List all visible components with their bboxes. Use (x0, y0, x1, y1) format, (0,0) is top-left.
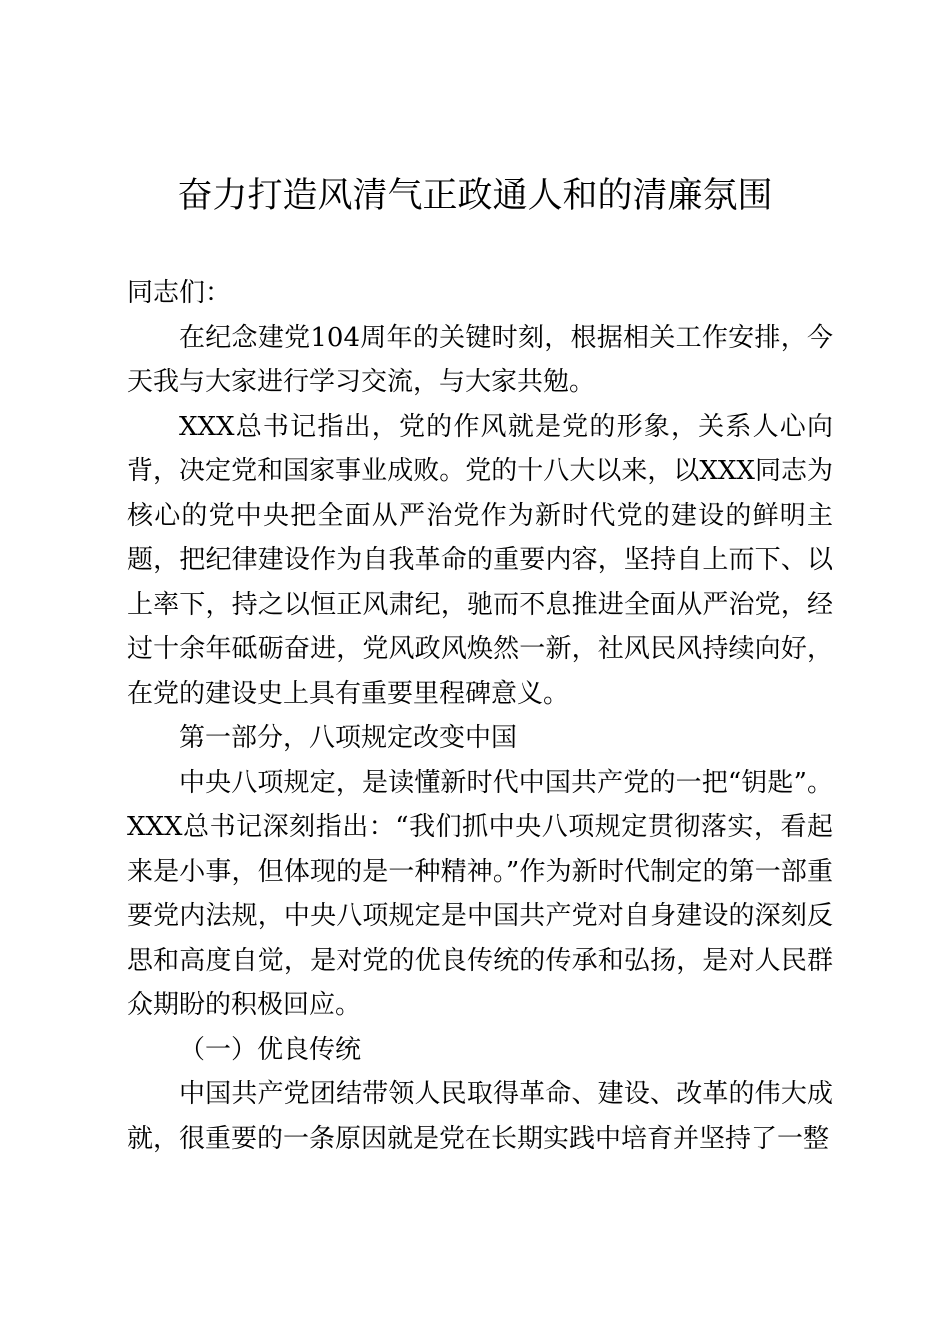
section-heading: 第一部分，八项规定改变中国 (179, 723, 518, 753)
paragraph-subsection: 中国共产党团结带领人民取得革命、建设、改革的伟大成就，很重要的一条原因就是党在长期实践中培育并坚持了一整 (127, 1079, 833, 1154)
document-title: 奋力打造风清气正政通人和的清廉氛围 (177, 176, 773, 216)
paragraph-section: 中央八项规定，是读懂新时代中国共产党的一把“钥匙”。XXX总书记深刻指出：“我们抓中央八项规定贯彻落实，看起来是小事，但体现的是一种精神。”作为新时代制定的第一部重要党内法规，中央八项规定是中国共产党对自身建设的深刻反思和高度自觉，是对党的优良传统的传承和弘扬，是对人民群众期盼的积极回应。 (127, 767, 833, 1020)
paragraph-intro: 在纪念建党104周年的关键时刻，根据相关工作安排，今天我与大家进行学习交流，与大家共勉。 (127, 322, 833, 397)
salutation: 同志们： (127, 278, 232, 308)
subsection-heading: （一）优良传统 (179, 1034, 362, 1065)
paragraph-main: XXX总书记指出，党的作风就是党的形象，关系人心向背，决定党和国家事业成败。党的十八大以来，以XXX同志为核心的党中央把全面从严治党作为新时代党的建设的鲜明主题，把纪律建设作为自我革命的重要内容，坚持自上而下、以上率下，持之以恒正风肃纪，驰而不息推进全面从严治党，经过十余年砥砺奋进，党风政风焕然一新，社风民风持续向好，在党的建设史上具有重要里程碑意义。 (127, 411, 833, 709)
document-body (127, 271, 833, 1161)
